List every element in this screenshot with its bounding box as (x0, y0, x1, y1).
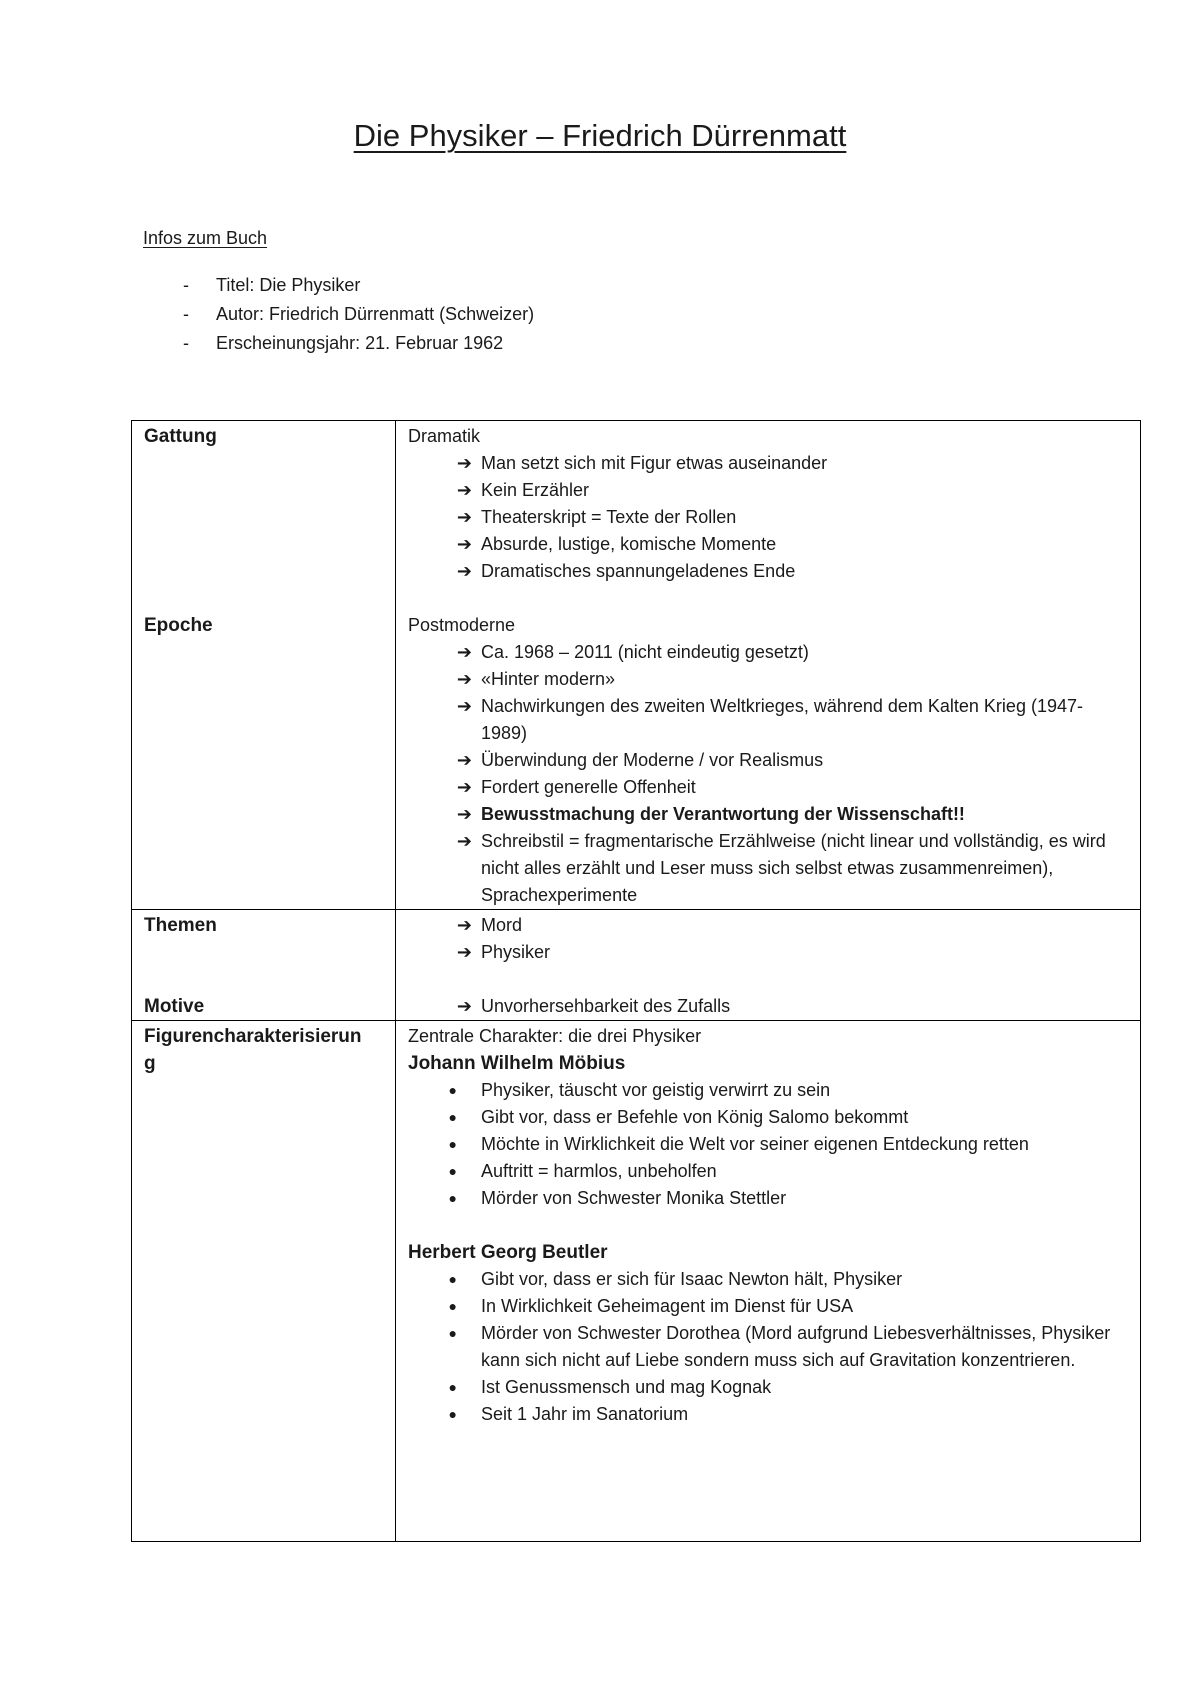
book-table (131, 420, 1141, 1542)
table-row-figuren (132, 1021, 1141, 1542)
character-list (408, 1077, 1128, 1212)
arrow-icon: ➔ (456, 669, 472, 689)
page-title: Die Physiker – Friedrich Dürrenmatt (353, 118, 847, 153)
themen-list (408, 912, 1128, 966)
arrow-icon: ➔ (456, 534, 472, 554)
list-item: ➔ Kein Erzähler (408, 477, 1128, 504)
motive-list (408, 993, 1128, 1020)
label-motive: Motive (144, 996, 205, 1017)
arrow-icon: ➔ (456, 750, 472, 770)
gattung-heading: Dramatik (408, 426, 481, 446)
list-item: ● Gibt vor, dass er Befehle von König Salomo bekommt (408, 1104, 1128, 1131)
list-item: ➔ Nachwirkungen des zweiten Weltkrieges, während dem Kalten Krieg (1947-1989) (408, 693, 1128, 747)
list-item: ➔ Dramatisches spannungeladenes Ende (408, 558, 1128, 585)
dash-marker: - (183, 275, 189, 295)
label-figuren: Figurencharakterisierung (144, 1026, 362, 1074)
list-item: ● In Wirklichkeit Geheimagent im Dienst für USA (408, 1293, 1128, 1320)
list-item: ● Gibt vor, dass er sich für Isaac Newton hält, Physiker (408, 1266, 1128, 1293)
content-cell (396, 421, 1141, 910)
list-item: ➔ Fordert generelle Offenheit (408, 774, 1128, 801)
bullet-icon: ● (448, 1109, 457, 1125)
arrow-icon: ➔ (456, 777, 472, 797)
table-row-themen-motive (132, 910, 1141, 1021)
list-item: ● Möchte in Wirklichkeit die Welt vor seiner eigenen Entdeckung retten (408, 1131, 1128, 1158)
list-item: ● Seit 1 Jahr im Sanatorium (408, 1401, 1128, 1428)
content-cell (396, 910, 1141, 1021)
list-item: ➔ Ca. 1968 – 2011 (nicht eindeutig gesetzt) (408, 639, 1128, 666)
info-list (183, 271, 534, 358)
epoche-heading: Postmoderne (408, 615, 516, 635)
info-item (183, 271, 534, 300)
dash-marker: - (183, 304, 189, 324)
list-item: ➔ Schreibstil = fragmentarische Erzählweise (nicht linear und vollständig, es wird nicht alles erzählt und Leser muss sich selbst etwas zusammenreimen), Sprachexperimente (408, 828, 1128, 909)
list-item: ➔ Absurde, lustige, komische Momente (408, 531, 1128, 558)
bullet-icon: ● (448, 1082, 457, 1098)
gattung-list (408, 450, 1128, 585)
list-item: ➔ Bewusstmachung der Verantwortung der Wissenschaft!! (408, 801, 1128, 828)
info-item-text: Erscheinungsjahr: 21. Februar 1962 (216, 333, 504, 353)
info-item-text: Titel: Die Physiker (216, 275, 361, 295)
arrow-icon: ➔ (456, 480, 472, 500)
bullet-icon: ● (448, 1325, 457, 1341)
list-item: ➔ «Hinter modern» (408, 666, 1128, 693)
figuren-intro: Zentrale Charakter: die drei Physiker (408, 1026, 702, 1046)
info-heading: Infos zum Buch (143, 228, 268, 248)
list-item: ➔ Man setzt sich mit Figur etwas auseinander (408, 450, 1128, 477)
list-item: ➔ Theaterskript = Texte der Rollen (408, 504, 1128, 531)
arrow-icon: ➔ (456, 831, 472, 851)
label-themen: Themen (144, 915, 217, 936)
list-item: ➔ Mord (408, 912, 1128, 939)
list-item: ● Auftritt = harmlos, unbeholfen (408, 1158, 1128, 1185)
list-item: ● Ist Genussmensch und mag Kognak (408, 1374, 1128, 1401)
list-item: ● Mörder von Schwester Dorothea (Mord aufgrund Liebesverhältnisses, Physiker kann sich nicht auf Liebe sondern muss sich auf Gravitation konzentrieren. (408, 1320, 1128, 1374)
arrow-icon: ➔ (456, 507, 472, 527)
label-cell (132, 421, 396, 910)
bullet-icon: ● (448, 1163, 457, 1179)
bullet-icon: ● (448, 1298, 457, 1314)
content-cell (396, 1021, 1141, 1542)
info-item (183, 329, 534, 358)
arrow-icon: ➔ (456, 696, 472, 716)
arrow-icon: ➔ (456, 915, 472, 935)
label-gattung: Gattung (144, 426, 217, 447)
bullet-icon: ● (448, 1271, 457, 1287)
bullet-icon: ● (448, 1136, 457, 1152)
list-item: ● Mörder von Schwester Monika Stettler (408, 1185, 1128, 1212)
list-item: ● Physiker, täuscht vor geistig verwirrt zu sein (408, 1077, 1128, 1104)
arrow-icon: ➔ (456, 804, 472, 824)
bullet-icon: ● (448, 1379, 457, 1395)
character-list (408, 1266, 1128, 1428)
bullet-icon: ● (448, 1190, 457, 1206)
label-cell (132, 1021, 396, 1542)
character-name: Herbert Georg Beutler (408, 1242, 608, 1263)
list-item: ➔ Unvorhersehbarkeit des Zufalls (408, 993, 1128, 1020)
arrow-icon: ➔ (456, 642, 472, 662)
character-name: Johann Wilhelm Möbius (408, 1053, 626, 1074)
list-item: ➔ Überwindung der Moderne / vor Realismus (408, 747, 1128, 774)
list-item: ➔ Physiker (408, 939, 1128, 966)
table-row-gattung-epoche (132, 421, 1141, 910)
epoche-list (408, 639, 1128, 909)
label-epoche: Epoche (144, 615, 213, 636)
arrow-icon: ➔ (456, 453, 472, 473)
label-cell (132, 910, 396, 1021)
info-item (183, 300, 534, 329)
info-item-text: Autor: Friedrich Dürrenmatt (Schweizer) (216, 304, 535, 324)
dash-marker: - (183, 333, 189, 353)
bullet-icon: ● (448, 1406, 457, 1422)
arrow-icon: ➔ (456, 561, 472, 581)
arrow-icon: ➔ (456, 996, 472, 1016)
arrow-icon: ➔ (456, 942, 472, 962)
